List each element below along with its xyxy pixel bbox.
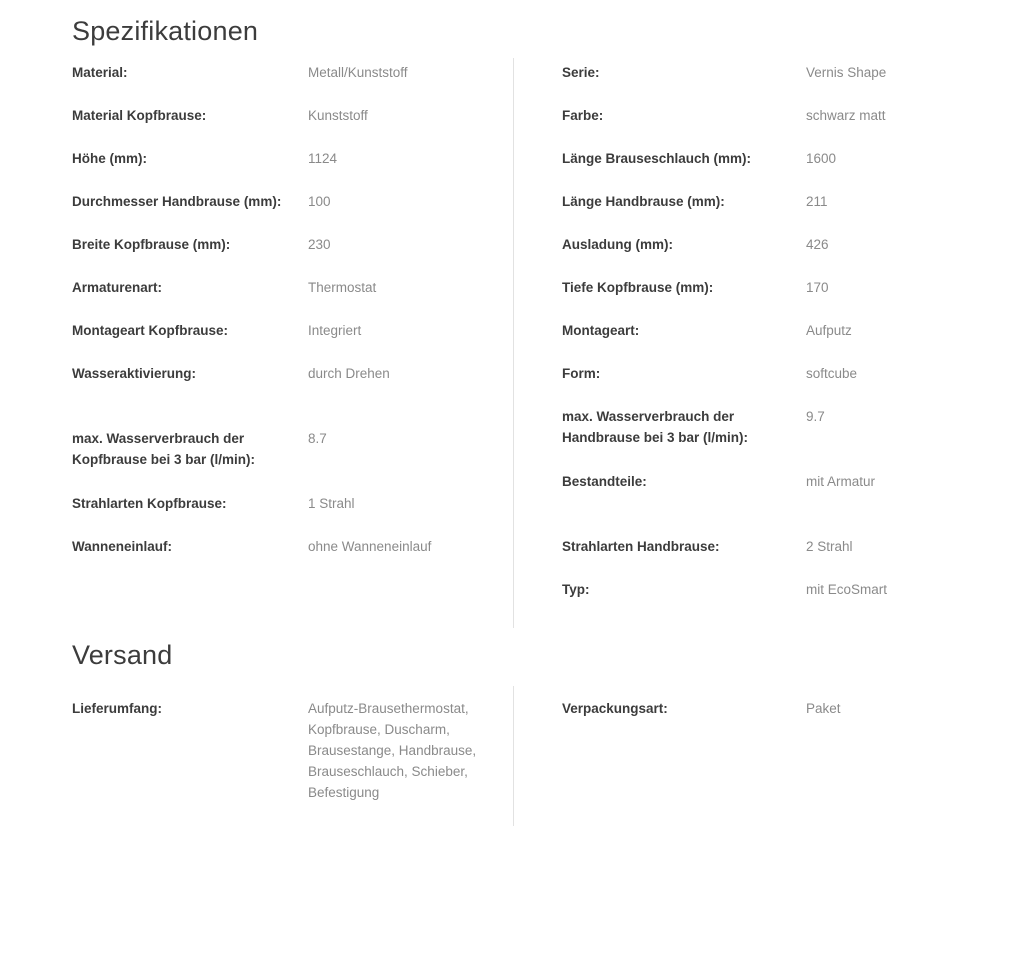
spec-value: 1124	[308, 151, 338, 166]
spec-row	[562, 105, 952, 148]
spec-row	[562, 579, 952, 622]
spec-row	[562, 148, 952, 191]
spec-label: Form:	[562, 366, 601, 381]
spec-value: Aufputz	[806, 323, 852, 338]
spec-row	[72, 320, 512, 363]
spec-row	[562, 320, 952, 363]
spec-label: Armaturenart:	[72, 280, 163, 295]
spec-value: 1 Strahl	[308, 496, 355, 511]
versand-right-column	[512, 698, 952, 828]
spec-value: 2 Strahl	[806, 539, 853, 554]
spec-label: max. Wasserverbrauch der Kopfbrause bei 3 bar (l/min):	[72, 431, 256, 467]
spec-label: Montageart Kopfbrause:	[72, 323, 229, 338]
spec-row	[72, 536, 512, 579]
spec-label: Durchmesser Handbrause (mm):	[72, 194, 282, 209]
spec-row	[72, 105, 512, 148]
spec-value: Thermostat	[308, 280, 377, 295]
spec-row	[72, 62, 512, 105]
spec-row	[72, 234, 512, 277]
spec-row	[562, 536, 952, 579]
spec-label: Montageart:	[562, 323, 640, 338]
spec-label: Höhe (mm):	[72, 151, 147, 166]
spec-value: ohne Wanneneinlauf	[308, 539, 432, 554]
spec-label: Verpackungsart:	[562, 701, 668, 716]
spec-row	[562, 234, 952, 277]
specifications-right-column	[512, 62, 952, 622]
spec-label: Material:	[72, 65, 128, 80]
spec-label: Typ:	[562, 582, 590, 597]
spec-row	[72, 191, 512, 234]
spec-label: Strahlarten Kopfbrause:	[72, 496, 227, 511]
spec-row	[562, 698, 952, 828]
spec-row	[72, 148, 512, 191]
spec-value: 170	[806, 280, 829, 295]
spec-label: Ausladung (mm):	[562, 237, 673, 252]
spec-label: Länge Handbrause (mm):	[562, 194, 725, 209]
spec-row	[72, 363, 512, 428]
spec-value: 230	[308, 237, 331, 252]
spec-row	[562, 277, 952, 320]
spec-row	[562, 191, 952, 234]
spec-row	[562, 406, 952, 471]
spec-value: 1600	[806, 151, 837, 166]
spec-row	[72, 698, 512, 828]
spec-label: Wanneneinlauf:	[72, 539, 172, 554]
spec-value: Aufputz-Brausethermostat, Kopfbrause, Duscharm, Brausestange, Handbrause, Brauseschlauch, Schieber, Befestigung	[308, 701, 477, 800]
spec-label: Farbe:	[562, 108, 604, 123]
spec-label: Bestandteile:	[562, 474, 647, 489]
versand-grid	[72, 698, 952, 828]
page-title: Spezifikationen	[72, 16, 259, 46]
spec-value: durch Drehen	[308, 366, 390, 381]
spec-value: softcube	[806, 366, 858, 381]
spec-value: Paket	[806, 701, 841, 716]
spec-value: 211	[806, 194, 828, 209]
spec-label: Wasseraktivierung:	[72, 366, 197, 381]
spec-value: 426	[806, 237, 829, 252]
spec-value: mit Armatur	[806, 474, 876, 489]
specifications-grid	[72, 62, 952, 622]
spec-label: Tiefe Kopfbrause (mm):	[562, 280, 714, 295]
spec-label: max. Wasserverbrauch der Handbrause bei 3 bar (l/min):	[562, 409, 749, 445]
spec-value: 8.7	[308, 431, 327, 446]
versand-left-column	[72, 698, 512, 828]
spec-row	[562, 363, 952, 406]
spec-label: Länge Brauseschlauch (mm):	[562, 151, 752, 166]
spec-value: schwarz matt	[806, 108, 886, 123]
specifications-left-column	[72, 62, 512, 579]
spec-row	[562, 471, 952, 536]
spec-label: Strahlarten Handbrause:	[562, 539, 720, 554]
spec-value: Vernis Shape	[806, 65, 887, 80]
spec-value: Metall/Kunststoff	[308, 65, 408, 80]
spec-value: mit EcoSmart	[806, 582, 888, 597]
spec-label: Material Kopfbrause:	[72, 108, 207, 123]
versand-section-title: Versand	[72, 640, 173, 670]
spec-row	[72, 428, 512, 493]
spec-row	[562, 62, 952, 105]
spec-value: Kunststoff	[308, 108, 368, 123]
spec-value: 100	[308, 194, 331, 209]
spec-value: Integriert	[308, 323, 362, 338]
spec-label: Breite Kopfbrause (mm):	[72, 237, 231, 252]
spec-row	[72, 493, 512, 536]
spec-value: 9.7	[806, 409, 825, 424]
spec-row	[72, 277, 512, 320]
spec-label: Lieferumfang:	[72, 701, 163, 716]
spec-label: Serie:	[562, 65, 600, 80]
